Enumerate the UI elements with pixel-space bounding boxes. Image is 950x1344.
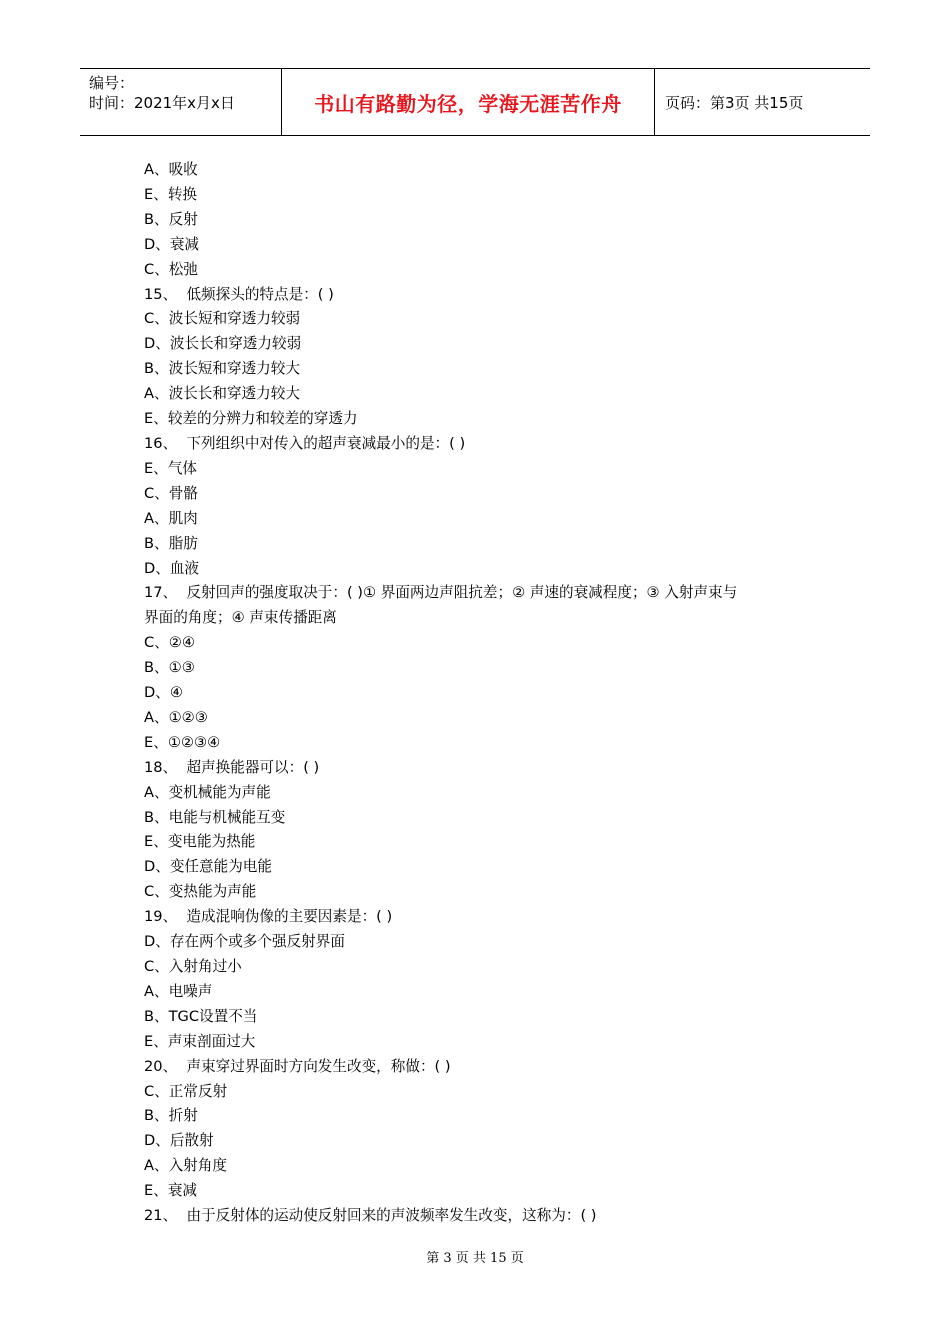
question-list bbox=[144, 158, 814, 1229]
option-line: A、变机械能为声能 bbox=[144, 783, 271, 801]
option-line: E、气体 bbox=[144, 459, 198, 477]
option-line: E、转换 bbox=[144, 185, 198, 203]
time-label: 时间：2021年x月x日 bbox=[89, 94, 235, 112]
option-line: D、血液 bbox=[144, 559, 200, 577]
option-line: 界面的角度；④ 声束传播距离 bbox=[144, 609, 337, 627]
option-line: C、正常反射 bbox=[144, 1082, 228, 1100]
question-line: 16、 下列组织中对传入的超声衰减最小的是：( ) bbox=[144, 434, 466, 452]
option-line: B、电能与机械能互变 bbox=[144, 808, 286, 826]
option-line: C、波长短和穿透力较弱 bbox=[144, 310, 301, 328]
header-page-info: 页码：第3页 共15页 bbox=[665, 93, 804, 112]
header-motto: 书山有路勤为径，学海无涯苦作舟 bbox=[281, 69, 655, 135]
option-line: E、变电能为热能 bbox=[144, 833, 256, 851]
option-line: E、声束剖面过大 bbox=[144, 1032, 256, 1050]
option-line: D、波长长和穿透力较弱 bbox=[144, 335, 302, 353]
option-line: B、反射 bbox=[144, 210, 198, 228]
option-line: A、入射角度 bbox=[144, 1157, 227, 1175]
page-footer: 第 3 页 共 15 页 bbox=[426, 1251, 524, 1266]
option-line: E、衰减 bbox=[144, 1182, 198, 1200]
question-line: 15、 低频探头的特点是：( ) bbox=[144, 285, 334, 303]
option-line: B、折射 bbox=[144, 1107, 198, 1125]
option-line: D、后散射 bbox=[144, 1132, 214, 1150]
option-line: D、存在两个或多个强反射界面 bbox=[144, 933, 345, 951]
option-line: B、①③ bbox=[144, 659, 195, 677]
option-line: C、松弛 bbox=[144, 260, 198, 278]
header-meta bbox=[80, 69, 281, 135]
option-line: D、④ bbox=[144, 684, 183, 702]
option-line: A、吸收 bbox=[144, 161, 198, 178]
option-line: E、①②③④ bbox=[144, 733, 221, 751]
option-line: A、电噪声 bbox=[144, 982, 213, 1000]
option-line: C、②④ bbox=[144, 634, 195, 652]
option-line: C、变热能为声能 bbox=[144, 883, 257, 901]
option-line: D、变任意能为电能 bbox=[144, 858, 272, 876]
option-line: D、衰减 bbox=[144, 235, 200, 253]
option-line: A、波长长和穿透力较大 bbox=[144, 385, 300, 403]
number-label: 编号： bbox=[89, 74, 135, 92]
option-line: B、波长短和穿透力较大 bbox=[144, 360, 300, 378]
option-line: B、脂肪 bbox=[144, 534, 198, 552]
page-header bbox=[80, 68, 870, 136]
question-line: 17、 反射回声的强度取决于：( )① 界面两边声阻抗差；② 声速的衰减程度；③ 入射声束与 bbox=[144, 584, 738, 602]
question-line: 19、 造成混响伪像的主要因素是：( ) bbox=[144, 908, 393, 926]
question-line: 18、 超声换能器可以：( ) bbox=[144, 758, 320, 776]
question-line: 20、 声束穿过界面时方向发生改变，称做：( ) bbox=[144, 1057, 451, 1075]
option-line: E、较差的分辨力和较差的穿透力 bbox=[144, 410, 358, 428]
option-line: A、①②③ bbox=[144, 708, 208, 726]
option-line: B、TGC设置不当 bbox=[144, 1007, 258, 1025]
option-line: C、入射角过小 bbox=[144, 958, 242, 975]
question-line: 21、 由于反射体的运动使反射回来的声波频率发生改变，这称为：( ) bbox=[144, 1207, 597, 1225]
option-line: C、骨骼 bbox=[144, 484, 198, 502]
option-line: A、肌肉 bbox=[144, 509, 198, 527]
